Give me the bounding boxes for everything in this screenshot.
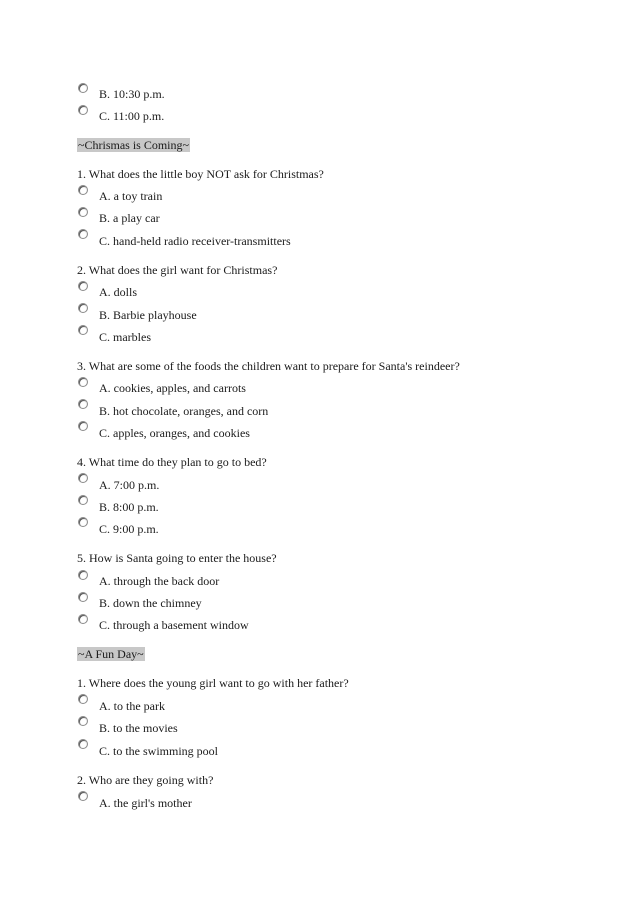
radio-button[interactable] (78, 517, 88, 527)
option-label: B. hot chocolate, oranges, and corn (99, 404, 269, 418)
radio-button[interactable] (78, 83, 88, 93)
option-label: A. through the back door (99, 574, 220, 588)
radio-button[interactable] (78, 421, 88, 431)
radio-button[interactable] (78, 570, 88, 580)
option-label: B. to the movies (99, 721, 178, 735)
question-text: 3. What are some of the foods the children want to prepare for Santa's reindeer? (77, 359, 460, 373)
radio-button[interactable] (78, 473, 88, 483)
option-label: B. 8:00 p.m. (99, 500, 159, 514)
option-label: C. to the swimming pool (99, 744, 219, 758)
question-text: 4. What time do they plan to go to bed? (77, 455, 267, 469)
radio-button[interactable] (78, 229, 88, 239)
option-label: A. dolls (99, 285, 138, 299)
option-label: A. a toy train (99, 189, 163, 203)
option-label: C. apples, oranges, and cookies (99, 426, 250, 440)
radio-button[interactable] (78, 377, 88, 387)
question-text: 5. How is Santa going to enter the house? (77, 551, 277, 565)
option-label: B. a play car (99, 211, 160, 225)
option-label: C. 11:00 p.m. (99, 109, 165, 123)
option-label: C. hand-held radio receiver-transmitters (99, 234, 291, 248)
radio-button[interactable] (78, 592, 88, 602)
section-title: ~Chrismas is Coming~ (78, 138, 189, 152)
radio-button[interactable] (78, 614, 88, 624)
radio-button[interactable] (78, 739, 88, 749)
question-text: 2. Who are they going with? (77, 773, 214, 787)
radio-button[interactable] (78, 791, 88, 801)
radio-button[interactable] (78, 325, 88, 335)
radio-button[interactable] (78, 105, 88, 115)
option-label: C. through a basement window (99, 618, 249, 632)
radio-button[interactable] (78, 185, 88, 195)
option-label: B. down the chimney (99, 596, 202, 610)
option-label: C. marbles (99, 330, 151, 344)
radio-button[interactable] (78, 694, 88, 704)
radio-button[interactable] (78, 716, 88, 726)
section-title: ~A Fun Day~ (78, 647, 144, 661)
radio-button[interactable] (78, 207, 88, 217)
option-label: A. the girl's mother (99, 796, 192, 810)
option-label: B. 10:30 p.m. (99, 87, 165, 101)
radio-button[interactable] (78, 495, 88, 505)
question-text: 1. What does the little boy NOT ask for Christmas? (77, 167, 324, 181)
option-label: A. cookies, apples, and carrots (99, 381, 246, 395)
question-text: 2. What does the girl want for Christmas? (77, 263, 278, 277)
question-text: 1. Where does the young girl want to go with her father? (77, 676, 349, 690)
option-label: A. to the park (99, 699, 165, 713)
option-label: B. Barbie playhouse (99, 308, 197, 322)
radio-button[interactable] (78, 303, 88, 313)
radio-button[interactable] (78, 399, 88, 409)
option-label: C. 9:00 p.m. (99, 522, 159, 536)
option-label: A. 7:00 p.m. (99, 478, 160, 492)
radio-button[interactable] (78, 281, 88, 291)
